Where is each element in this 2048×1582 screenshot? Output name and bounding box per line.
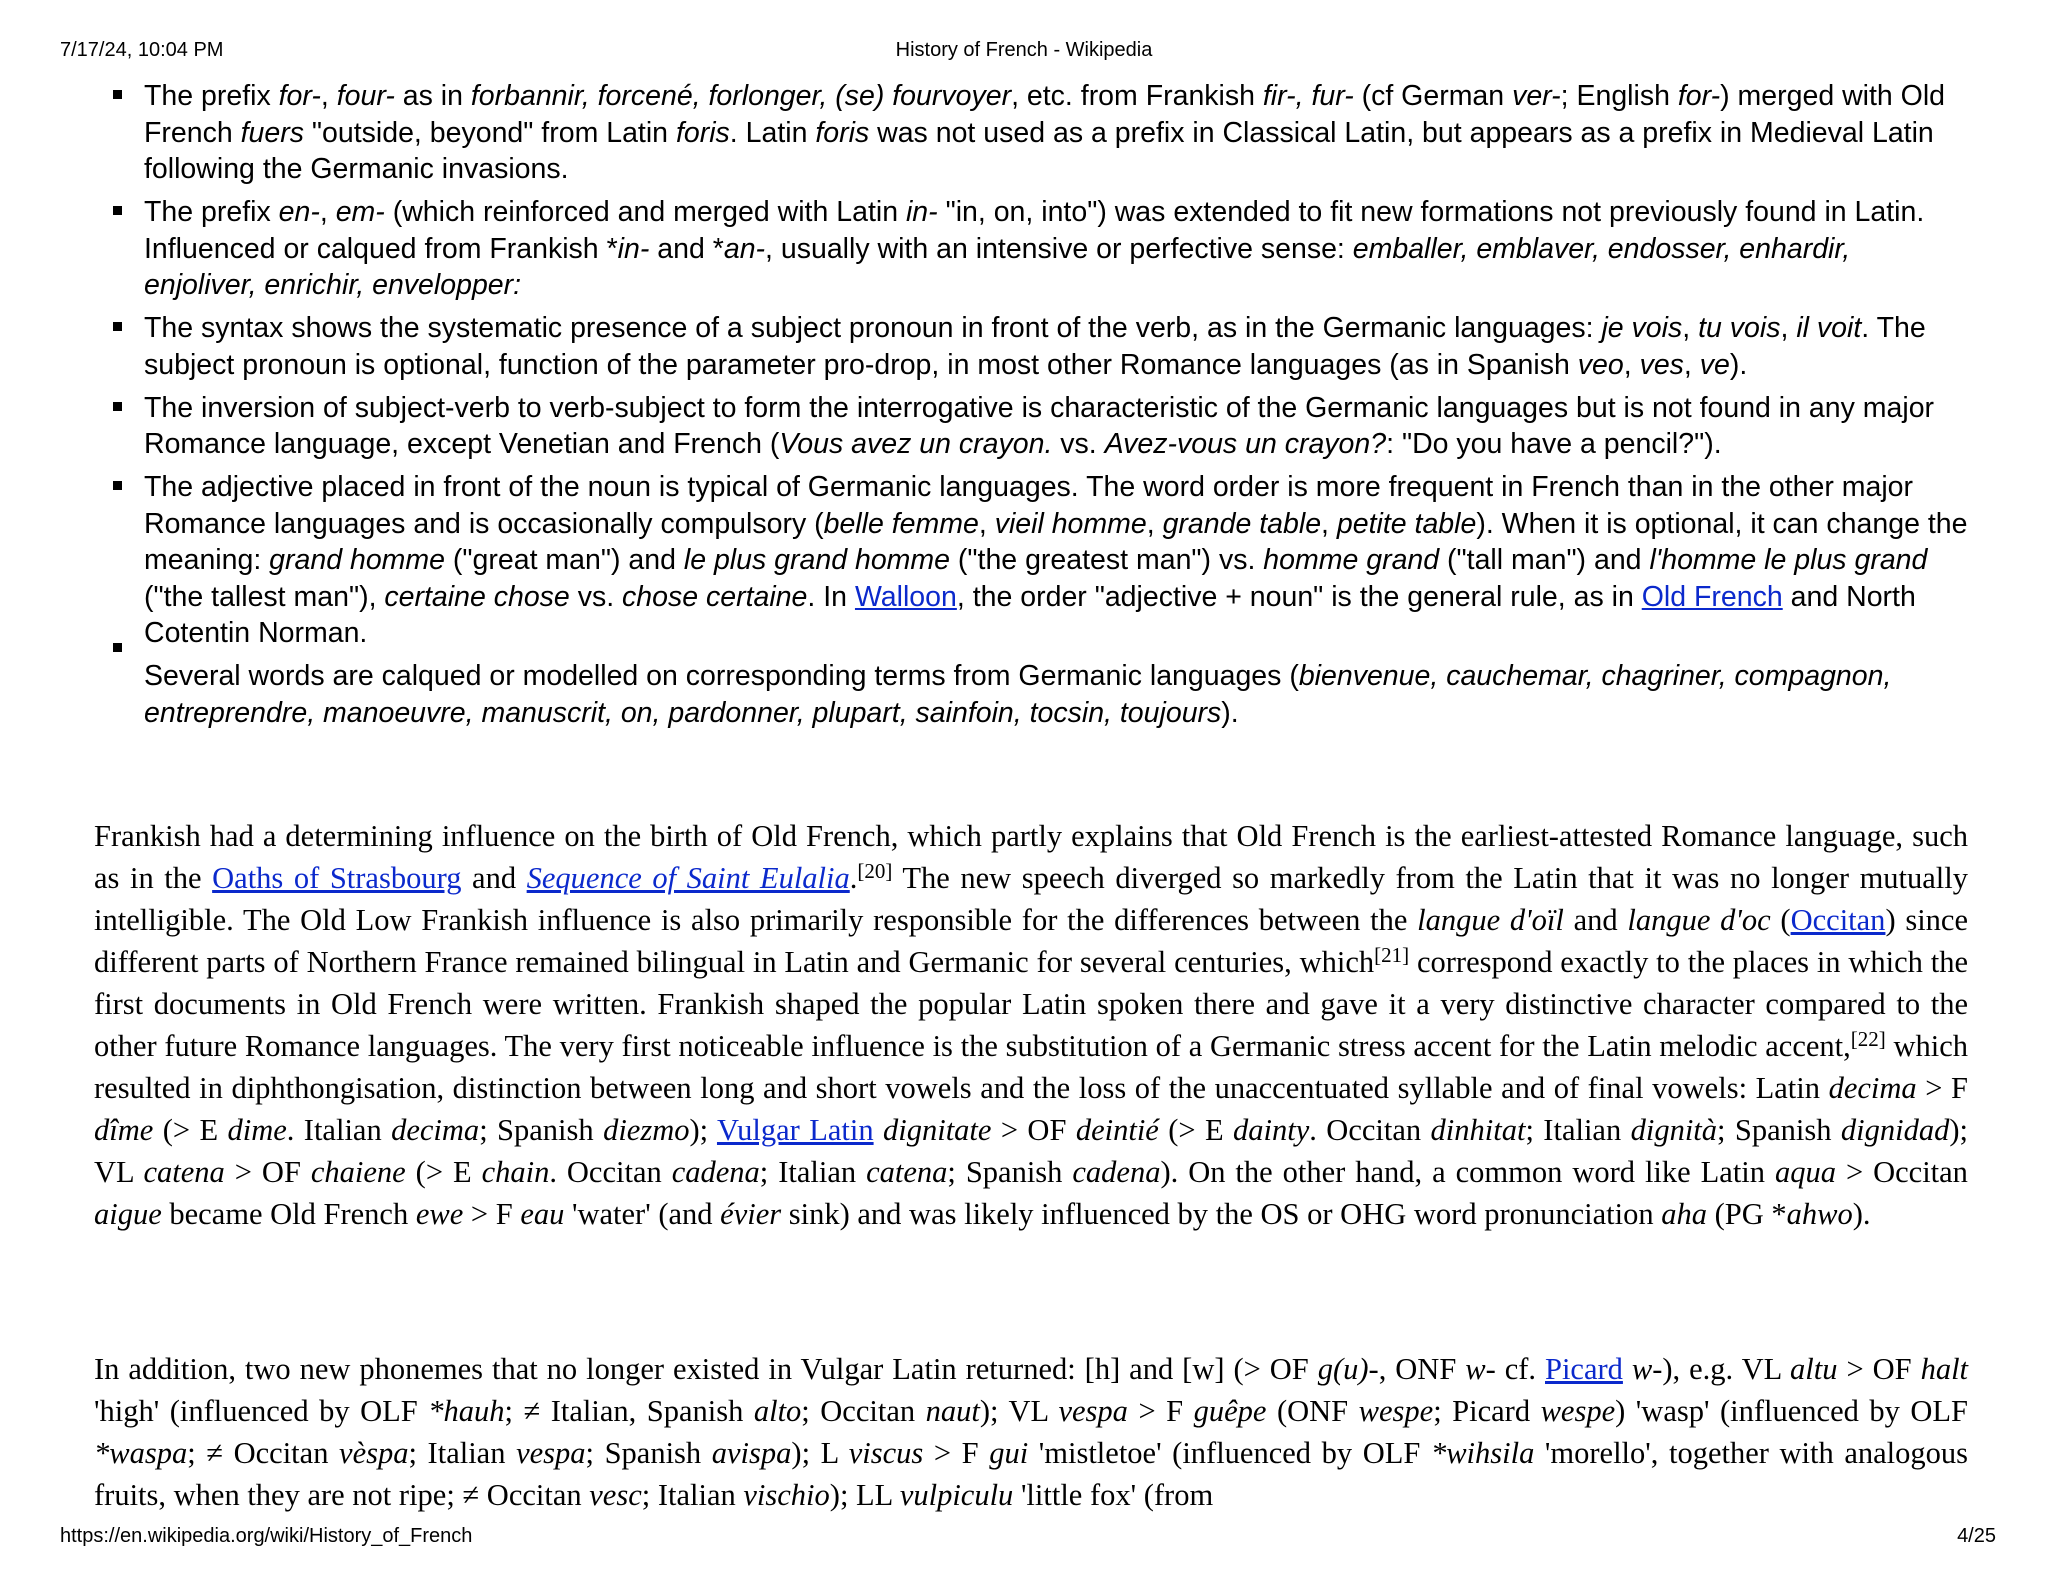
citation-ref[interactable]: [21] [1374, 943, 1410, 967]
italic-term: vespa [1058, 1394, 1128, 1428]
text-run: ). [1221, 696, 1239, 729]
italic-term: avispa [711, 1436, 792, 1470]
italic-term: vèspa [339, 1436, 409, 1470]
list-item-text [144, 80, 1945, 185]
text-run: (> E [405, 1155, 482, 1189]
italic-term: fuers [240, 116, 304, 149]
text-run: ; Occitan [801, 1394, 926, 1428]
italic-term: en- [278, 196, 320, 228]
italic-term: w- [1631, 1352, 1663, 1386]
text-run: "outside, beyond" from Latin [304, 116, 676, 149]
italic-term: dainty [1233, 1113, 1310, 1147]
text-run: . Italian [286, 1113, 392, 1147]
italic-term: dinhitat [1430, 1113, 1526, 1147]
italic-term: viscus [848, 1436, 924, 1470]
text-run: ; Italian [641, 1478, 744, 1512]
text-run: . Occitan [1309, 1113, 1431, 1147]
text-run: Frankish had a determining influence on the birth of Old French, which partly explains that Old French is the earliest-attested Romance language, such as in the [94, 819, 1968, 895]
text-run: , [1623, 348, 1640, 381]
wiki-link[interactable]: Vulgar Latin [716, 1113, 874, 1147]
italic-term: fir-, fur- [1262, 80, 1354, 112]
italic-term: *hauh [428, 1394, 505, 1428]
text-run: ). When it is optional, it can change the meaning: [144, 507, 1968, 576]
italic-term: altu [1790, 1352, 1838, 1386]
text-run: (> E [1158, 1113, 1234, 1147]
italic-term: dignità [1630, 1113, 1718, 1147]
list-item-text [144, 471, 1967, 649]
italic-term: vespa [516, 1436, 586, 1470]
list-item [0, 390, 1968, 463]
text-run: ; Italian [408, 1436, 517, 1470]
text-run: ; ≠ Occitan [187, 1436, 340, 1470]
italic-term: for- [1677, 80, 1721, 112]
list-item [0, 310, 1968, 383]
italic-term: *wihsila [1430, 1436, 1535, 1470]
text-run: ). [1852, 1197, 1871, 1231]
text-run: The new speech diverged so markedly from the Latin that it was no longer mutually intelligible. The Old Low Frankish influence is also primarily responsible for the differences between the [94, 861, 1968, 937]
page-url: https://en.wikipedia.org/wiki/History_of_French [60, 1525, 473, 1547]
text-run: ); [689, 1113, 717, 1147]
text-run: ; ≠ Italian, Spanish [504, 1394, 754, 1428]
italic-term: dime [227, 1113, 287, 1147]
italic-term: petite table [1336, 507, 1477, 540]
italic-term: for- [278, 80, 321, 112]
italic-term: dîme [94, 1113, 154, 1147]
text-run: ) merged with Old French [144, 80, 1946, 149]
italic-term: gui [989, 1436, 1029, 1470]
text-run: The prefix [144, 196, 279, 228]
text-run: . [849, 861, 858, 895]
text-run: : "Do you have a pencil?"). [1386, 428, 1722, 460]
text-run: ; Spanish [1717, 1113, 1841, 1147]
text-run [874, 1113, 883, 1147]
bullet-marker [113, 90, 122, 99]
text-run: , [1780, 312, 1797, 344]
italic-term: decima [391, 1113, 480, 1147]
text-run: ; Picard [1433, 1394, 1541, 1428]
italic-term: w- [1465, 1352, 1496, 1386]
text-run: (> E [153, 1113, 228, 1147]
text-run: ; Italian [759, 1155, 867, 1189]
text-run: ("the tallest man"), [144, 580, 385, 613]
italic-term: alto [753, 1394, 802, 1428]
italic-term: emballer, emblaver, endosser, enhardir, enjoliver, enrichir, envelopper: [144, 232, 1851, 301]
italic-term: cadena [1072, 1155, 1161, 1189]
bullet-marker [113, 322, 122, 331]
print-date: 7/17/24, 10:04 PM [60, 39, 224, 61]
list-item-text [144, 660, 1891, 729]
italic-term: an- [723, 232, 766, 265]
bullet-marker [113, 206, 122, 215]
italic-term: évier [720, 1197, 782, 1231]
italic-term: l'homme le plus grand [1649, 544, 1928, 576]
text-run: The inversion of subject-verb to verb-subject to form the interrogative is characteristic of the Germanic languages but is not found in any major Romance language, except Venetian and French ( [144, 391, 1935, 460]
text-run: > F [923, 1436, 990, 1470]
text-run: ); VL [979, 1394, 1059, 1428]
text-run: , [319, 196, 336, 228]
bullet-marker [113, 481, 122, 490]
italic-term: guêpe [1193, 1394, 1267, 1428]
text-run: ); VL [94, 1113, 1968, 1189]
italic-term: il voit [1796, 312, 1862, 344]
text-run: , usually with an intensive or perfective sense: [765, 232, 1353, 265]
text-run: 'morello', together with analogous fruits, when they are not ripe; ≠ Occitan [94, 1436, 1968, 1512]
italic-term: wespe [1358, 1394, 1434, 1428]
italic-term: in- [905, 196, 938, 228]
text-run: and North Cotentin Norman. [144, 580, 1916, 649]
text-run: ); LL [829, 1478, 900, 1512]
italic-term: vieil homme [994, 507, 1147, 540]
italic-term: le plus grand homme [683, 544, 951, 576]
citation-ref[interactable]: [20] [857, 859, 893, 883]
italic-term: wespe [1540, 1394, 1616, 1428]
text-run: ) since different parts of Northern France remained bilingual in Latin and Germanic for several centuries, which [94, 903, 1969, 979]
feature-list [0, 78, 2048, 738]
list-item-text [144, 392, 1934, 461]
text-run: (which reinforced and merged with Latin [384, 196, 906, 228]
text-run: and * [649, 232, 724, 265]
text-run: > OF [224, 1155, 311, 1189]
wiki-link[interactable] [527, 861, 850, 895]
italic-term: dignidad [1840, 1113, 1950, 1147]
citation-ref[interactable]: [22] [1850, 1027, 1886, 1051]
text-run: , etc. from Frankish [1011, 80, 1263, 112]
italic-term: decima [1828, 1071, 1917, 1105]
italic-term: diezmo [603, 1113, 690, 1147]
italic-term: chose certaine [622, 580, 808, 613]
italic-term: ver- [1512, 80, 1561, 112]
text-run: ), e.g. VL [1662, 1352, 1791, 1386]
text-run: , [320, 80, 337, 112]
text-run: ; Spanish [947, 1155, 1073, 1189]
text-run: ); L [791, 1436, 849, 1470]
text-run: correspond exactly to the places in which the first documents in Old French were written. Frankish shaped the popular Latin spoken there and gave it a very distinctive character compared to the other future Romance languages. The very first noticeable influence is the substitution of a Germanic stress accent for the Latin melodic accent, [94, 945, 1968, 1063]
list-item-text [144, 196, 1924, 301]
text-run: ("the greatest man") vs. [950, 544, 1264, 576]
italic-term: catena [866, 1155, 948, 1189]
wiki-link[interactable]: Old French [1641, 580, 1783, 613]
italic-term: aigue [94, 1197, 162, 1231]
italic-term: vischio [743, 1478, 830, 1512]
italic-term: g(u)- [1317, 1352, 1379, 1386]
italic-term: em- [335, 196, 385, 228]
italic-term: Sequence of Saint Eulalia [526, 861, 850, 895]
bullet-marker [113, 643, 122, 652]
italic-term: chaiene [310, 1155, 406, 1189]
wiki-link[interactable]: Oaths of Strasbourg [212, 861, 462, 895]
text-run: . The subject pronoun is optional, function of the parameter pro-drop, in most other Romance languages (as in Spanish [144, 312, 1926, 381]
list-item [0, 78, 1968, 188]
page-title: History of French - Wikipedia [895, 39, 1153, 61]
text-run: ; Spanish [585, 1436, 712, 1470]
text-run: , [1683, 348, 1700, 381]
italic-term: langue d'oc [1627, 903, 1771, 937]
text-run: and [1563, 903, 1628, 937]
text-run: The adjective placed in front of the noun is typical of Germanic languages. The word order is more frequent in French than in the other major Romance languages and is occasionally compulsory ( [144, 471, 1914, 540]
text-run: 'mistletoe' (influenced by OLF [1028, 1436, 1431, 1470]
italic-term: belle femme [823, 507, 979, 540]
wiki-link[interactable]: Occitan [1790, 903, 1886, 937]
italic-term: catena [143, 1155, 225, 1189]
italic-term: in- [617, 232, 650, 265]
text-run: ("tall man") and [1439, 544, 1650, 576]
text-run: "in, on, into") was extended to fit new formations not previously found in Latin. Influenced or calqued from Frankish * [144, 196, 1925, 265]
page-number: 4/25 [1957, 1525, 1996, 1547]
text-run: and [461, 861, 527, 895]
text-run: , [1146, 507, 1163, 540]
text-run: sink) and was likely influenced by the OS or OHG word pronunciation [781, 1197, 1662, 1231]
italic-term: ves [1639, 348, 1684, 381]
text-run: (ONF [1266, 1394, 1359, 1428]
italic-term: vulpiculu [899, 1478, 1014, 1512]
text-run: 'high' (influenced by OLF [94, 1394, 429, 1428]
italic-term: dignitate [883, 1113, 992, 1147]
italic-term: halt [1920, 1352, 1969, 1386]
text-run: > OF [1837, 1352, 1921, 1386]
italic-term: langue d'oïl [1417, 903, 1564, 937]
text-run: (cf German [1353, 80, 1513, 112]
italic-term: foris [815, 116, 870, 149]
body-paragraph [94, 815, 1968, 1235]
list-item-text [144, 312, 1926, 381]
text-run: vs. [569, 580, 623, 613]
text-run: which resulted in diphthongisation, distinction between long and short vowels and the loss of the unaccentuated syllable and of final vowels: Latin [94, 1029, 1968, 1105]
italic-term: ahwo [1786, 1197, 1853, 1231]
italic-term: naut [925, 1394, 980, 1428]
text-run [1623, 1352, 1632, 1386]
italic-term: ewe [415, 1197, 464, 1231]
text-run: vs. [1052, 428, 1105, 460]
bullet-marker [113, 402, 122, 411]
italic-term: ve [1699, 348, 1730, 381]
text-run: > Occitan [1835, 1155, 1968, 1189]
text-run: In addition, two new phonemes that no longer existed in Vulgar Latin returned: [h] and [w] (> OF [94, 1352, 1318, 1386]
text-run: ("great man") and [445, 544, 684, 576]
text-run: (PG * [1706, 1197, 1787, 1231]
italic-term: four- [336, 80, 395, 112]
italic-term: foris [675, 116, 730, 149]
italic-term: grand homme [269, 544, 446, 576]
italic-term: aha [1661, 1197, 1707, 1231]
text-run: Several words are calqued or modelled on corresponding terms from Germanic languages ( [144, 660, 1299, 692]
text-run: ( [1770, 903, 1791, 937]
text-run: , [978, 507, 995, 540]
text-run: became Old French [161, 1197, 416, 1231]
italic-term: bienvenue, cauchemar, chagriner, compagnon, entreprendre, manoeuvre, manuscrit, on, pardonner, plupart, sainfoin, tocsin, toujours [144, 660, 1892, 729]
italic-term: tu vois [1698, 312, 1781, 344]
text-run: was not used as a prefix in Classical Latin, but appears as a prefix in Medieval Latin following the Germanic invasions. [144, 116, 1934, 185]
list-item [0, 194, 1968, 304]
text-run: 'water' (and [564, 1197, 721, 1231]
italic-term: aqua [1774, 1155, 1836, 1189]
text-run: , the order "adjective + noun" is the general rule, as in [956, 580, 1642, 613]
italic-term: Vous avez un crayon. [779, 428, 1053, 460]
italic-term: *waspa [94, 1436, 188, 1470]
wiki-link[interactable]: Walloon [854, 580, 957, 613]
italic-term: veo [1577, 348, 1624, 381]
italic-term: deintié [1075, 1113, 1159, 1147]
text-run: as in [394, 80, 471, 112]
text-run: > F [463, 1197, 521, 1231]
text-run: , [1321, 507, 1337, 540]
italic-term: certaine chose [384, 580, 570, 613]
wiki-link[interactable]: Picard [1545, 1352, 1623, 1386]
text-run: > F [1916, 1071, 1968, 1105]
list-item [0, 469, 1968, 652]
italic-term: cadena [671, 1155, 760, 1189]
text-run: > OF [991, 1113, 1076, 1147]
italic-term: je vois [1601, 312, 1683, 344]
text-run: The prefix [144, 80, 279, 112]
italic-term: Avez-vous un crayon? [1104, 428, 1387, 460]
text-run: , ONF [1378, 1352, 1466, 1386]
text-run: > F [1127, 1394, 1194, 1428]
body-paragraph [94, 1348, 1968, 1516]
text-run: . Latin [729, 116, 816, 149]
italic-term: vesc [589, 1478, 642, 1512]
text-run: , [1682, 312, 1699, 344]
italic-term: eau [520, 1197, 565, 1231]
italic-term: forbannir, forcené, forlonger, (se) fourvoyer [470, 80, 1012, 112]
text-run: . Occitan [549, 1155, 672, 1189]
text-run: ; English [1560, 80, 1678, 112]
text-run: ). [1729, 348, 1748, 381]
text-run: cf. [1495, 1352, 1545, 1386]
text-run: 'little fox' (from [1013, 1478, 1214, 1512]
text-run: ; Italian [1525, 1113, 1631, 1147]
text-run: . In [807, 580, 855, 613]
italic-term: chain [481, 1155, 550, 1189]
text-run: The syntax shows the systematic presence of a subject pronoun in front of the verb, as in the Germanic languages: [144, 312, 1602, 344]
italic-term: grande table [1162, 507, 1322, 540]
text-run: ) 'wasp' (influenced by OLF [1615, 1394, 1968, 1428]
italic-term: homme grand [1263, 544, 1440, 576]
text-run: ; Spanish [479, 1113, 604, 1147]
list-item [0, 658, 1968, 731]
text-run: ). On the other hand, a common word like Latin [1160, 1155, 1775, 1189]
